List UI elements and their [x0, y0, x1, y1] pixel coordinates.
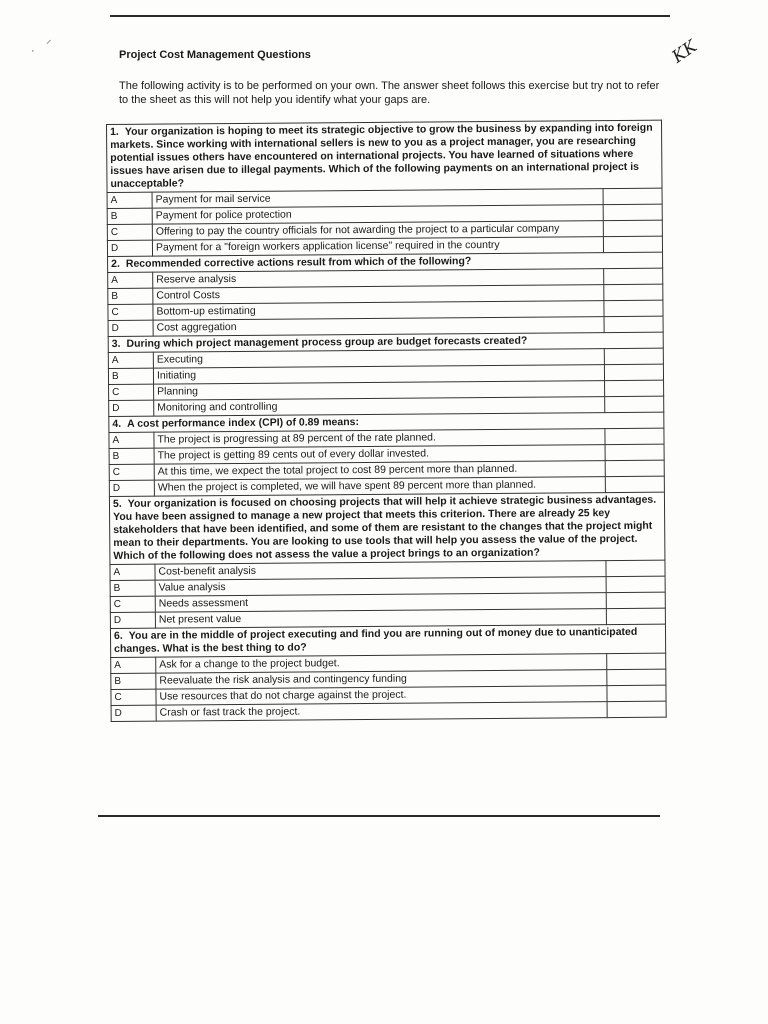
question-row	[109, 492, 665, 564]
option-letter: B	[108, 368, 153, 384]
answer-mark-cell	[603, 204, 662, 220]
answer-mark-cell	[604, 300, 663, 316]
option-text: Use resources that do not charge against the project.	[156, 686, 607, 706]
question-row	[107, 120, 663, 192]
option-letter: D	[110, 612, 155, 628]
answer-mark-cell	[606, 608, 665, 624]
answer-mark-cell	[605, 396, 664, 412]
option-letter: A	[108, 272, 153, 288]
option-text: Reevaluate the risk analysis and contingency funding	[156, 670, 607, 690]
intro-paragraph: The following activity is to be performed on your own. The answer sheet follows this exercise but try not to refer to the sheet as this will not help you identify what your gaps are.	[119, 80, 660, 106]
option-letter: D	[108, 320, 153, 336]
option-letter: B	[107, 208, 152, 224]
answer-mark-cell	[603, 220, 662, 236]
answer-mark-cell	[607, 685, 666, 701]
question-cell	[107, 120, 663, 192]
option-letter: B	[110, 580, 155, 596]
option-text: At this time, we expect the total project to cost 89 percent more than planned.	[154, 461, 605, 481]
question-text: During which project management process group are budget forecasts created?	[126, 334, 528, 350]
question-text: Your organization is focused on choosing projects that will help it achieve strategic business advantages. You have been assigned to manage a new project that meets this criterion. There are already 25 key stakeholders that have been identified, and some of them are resistant to the changes that the project might mean to their departments. You are looking to use tools that will help you assess the value of the project. Which of the following does not assess the value a project brings to an organization?	[113, 493, 657, 562]
option-letter: A	[107, 192, 152, 208]
answer-mark-cell	[606, 592, 665, 608]
question-table	[106, 120, 667, 722]
answer-mark-cell	[603, 236, 662, 252]
answer-mark-cell	[607, 653, 666, 669]
option-text: Initiating	[153, 365, 604, 385]
option-letter: D	[109, 400, 154, 416]
question-cell	[109, 492, 665, 564]
answer-mark-cell	[605, 428, 664, 444]
bottom-rule	[98, 815, 660, 817]
option-letter: C	[109, 464, 154, 480]
option-text: The project is progressing at 89 percent of the rate planned.	[154, 429, 605, 449]
question-number: 2.	[111, 257, 120, 270]
question-text: You are in the middle of project executing and find you are running out of money due to unanticipated changes. What is the best thing to do?	[114, 625, 638, 655]
option-text: Bottom-up estimating	[153, 301, 604, 321]
option-text: Planning	[154, 381, 605, 401]
option-text: When the project is completed, we will have spent 89 percent more than planned.	[154, 477, 605, 497]
option-letter: A	[108, 352, 153, 368]
answer-option-row	[111, 701, 666, 721]
option-letter: B	[111, 673, 156, 689]
answer-mark-cell	[605, 444, 664, 460]
option-text: Crash or fast track the project.	[156, 702, 607, 722]
answer-mark-cell	[605, 476, 664, 492]
question-number: 4.	[112, 417, 122, 430]
question-row	[110, 624, 665, 657]
question-text: Your organization is hoping to meet its strategic objective to grow the business by expanding into foreign markets. Since working with international sellers is new to you as a project manager, you are researching potential issues others have encountered on international projects. You have learned of situations where issues have arisen due to illegal payments. Which of the following payments on an international project is unacceptable?	[110, 121, 653, 190]
option-text: Ask for a change to the project budget.	[156, 654, 607, 674]
page-title: Project Cost Management Questions	[119, 49, 311, 61]
option-text: Offering to pay the country officials for not awarding the project to a particular company	[152, 221, 603, 241]
option-letter: D	[107, 240, 152, 256]
answer-mark-cell	[605, 460, 664, 476]
handwritten-initials: KK	[668, 36, 701, 68]
option-letter: D	[111, 705, 156, 721]
question-number: 3.	[111, 337, 121, 350]
answer-mark-cell	[607, 701, 666, 717]
scan-speck: ⸝	[46, 34, 52, 46]
option-text: Payment for police protection	[152, 205, 603, 225]
option-letter: A	[110, 564, 155, 580]
question-number: 6.	[113, 629, 123, 642]
option-letter: B	[108, 288, 153, 304]
option-text: Net present value	[155, 609, 606, 629]
answer-mark-cell	[604, 284, 663, 300]
answer-mark-cell	[604, 316, 663, 332]
question-number: 5.	[112, 497, 122, 510]
option-letter: C	[110, 596, 155, 612]
question-number: 1.	[110, 125, 119, 138]
option-text: Needs assessment	[155, 593, 606, 613]
option-letter: D	[109, 480, 154, 496]
option-letter: A	[109, 432, 154, 448]
option-text: Payment for mail service	[152, 189, 603, 209]
answer-mark-cell	[607, 669, 666, 685]
top-rule	[110, 15, 670, 17]
option-text: Value analysis	[155, 577, 606, 597]
answer-mark-cell	[605, 380, 664, 396]
option-text: Cost aggregation	[153, 317, 604, 337]
question-text: Recommended corrective actions result from which of the following?	[125, 255, 472, 270]
option-text: Executing	[153, 349, 604, 369]
question-sheet	[106, 120, 667, 722]
question-cell	[110, 624, 665, 657]
option-text: Monitoring and controlling	[154, 397, 605, 417]
option-text: Payment for a "foreign workers application license" required in the country	[152, 237, 603, 257]
option-letter: C	[109, 384, 154, 400]
answer-mark-cell	[606, 560, 665, 576]
scan-speck: ·	[31, 45, 35, 57]
option-text: Reserve analysis	[153, 269, 604, 289]
answer-mark-cell	[604, 364, 663, 380]
option-text: Control Costs	[153, 285, 604, 305]
option-letter: C	[108, 304, 153, 320]
answer-mark-cell	[603, 188, 662, 204]
answer-mark-cell	[604, 348, 663, 364]
option-text: The project is getting 89 cents out of every dollar invested.	[154, 445, 605, 465]
option-letter: C	[107, 224, 152, 240]
option-text: Cost-benefit analysis	[155, 561, 606, 581]
option-letter: B	[109, 448, 154, 464]
option-letter: C	[111, 689, 156, 705]
option-letter: A	[111, 657, 156, 673]
question-text: A cost performance index (CPI) of 0.89 means:	[127, 416, 360, 430]
answer-mark-cell	[604, 268, 663, 284]
answer-mark-cell	[606, 576, 665, 592]
